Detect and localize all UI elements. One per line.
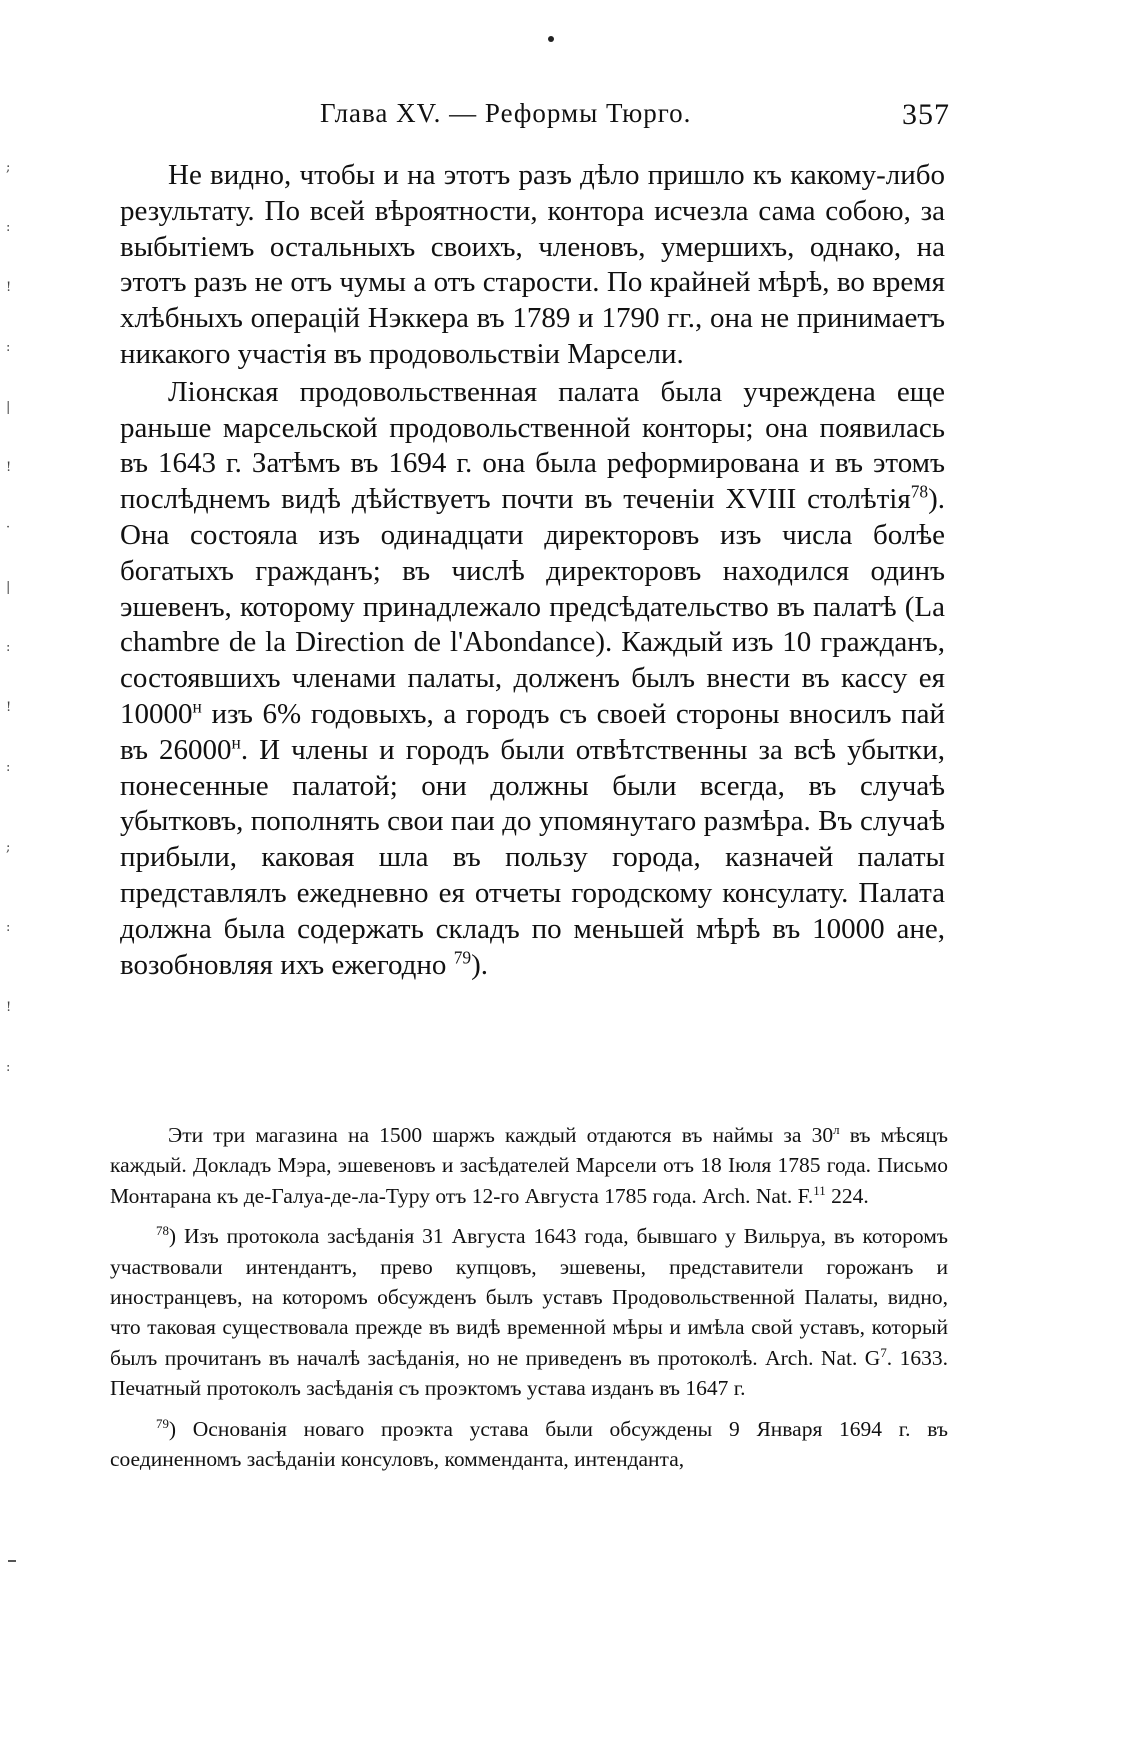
- paragraph-2-cont: ). Она состояла изъ одинадцати директоровъ изъ числа болѣе богатыхъ гражданъ; въ числѣ директоровъ находился одинъ эшевенъ, которому принадлежало предсѣдательство въ палатѣ (La chambre de la Direction de l'Abondance). Каждый изъ 10 гражданъ, состоявшихъ членами палаты, долженъ былъ внести въ кассу ея 10000: [120, 483, 945, 730]
- footnote-78-text: ) Изъ протокола засѣданія 31 Августа 1643 года, бывшаго у Вильруа, въ которомъ участвовали интендантъ, прево купцовъ, эшевены, представители горожанъ и иностранцевъ, на которомъ обсужденъ былъ уставъ Продовольственной Палаты, видно, что таковая существовала прежде въ видѣ временной мѣры и имѣла свой уставъ, который былъ прочитанъ въ началѣ засѣданія, но не приведенъ въ протоколѣ. Arch. Nat. G: [110, 1224, 948, 1370]
- paragraph-1: Не видно, чтобы и на этотъ разъ дѣло пришло къ какому-либо результату. По всей вѣроятности, контора исчезла сама собою, за выбытіемъ остальныхъ своихъ, членовъ, умершихъ, однако, на этотъ разъ не отъ чумы а отъ старости. По крайней мѣрѣ, во время хлѣбныхъ операцій Нэккера въ 1789 и 1790 гг., она не принимаетъ никакого участія въ продовольствіи Марсели.: [120, 159, 945, 370]
- footnote-unit: л: [833, 1122, 840, 1137]
- footnote-78-sup: 7: [880, 1345, 887, 1360]
- scan-speck: [548, 36, 554, 42]
- paragraph-2-start: Ліонская продовольственная палата была учреждена еще раньше марсельской продовольственной конторы; она появилась въ 1643 г. Затѣмъ въ 1694 г. она была реформирована и въ этомъ послѣднемъ видѣ дѣйствуетъ почти въ теченіи XVIII столѣтія: [120, 375, 945, 516]
- footnote-78-marker: 78: [156, 1224, 169, 1239]
- footnote-archive-sup: 11: [813, 1183, 826, 1198]
- paragraph-2-cont3: . И члены и городъ были отвѣтственны за всѣ убытки, понесенные палатой; они должны были всегда, въ случаѣ убытковъ, пополнять свои паи до упомянутаго размѣра. Въ случаѣ прибыли, каковая шла въ пользу города, казначей палаты представлялъ ежедневно ея отчеты городскому консулату. Палата должна была содержать складъ по меньшей мѣрѣ въ 10000 ане, возобновляя ихъ ежегодно: [120, 733, 946, 981]
- footnote-continuation-rest: въ мѣсяцъ каждый. Докладъ Мэра, эшевеновъ и засѣдателей Марсели отъ 18 Іюля 1785 года. Письмо Монтарана къ де-Галуа-де-ла-Туру отъ 12-го Августа 1785 года. Arch. Nat. F.: [110, 1123, 948, 1208]
- footnote-78: [110, 1221, 948, 1403]
- footnote-79: [110, 1414, 948, 1475]
- paragraph-2-end: ).: [471, 948, 488, 981]
- chapter-title: Глава XV. — Реформы Тюрго.: [320, 98, 692, 128]
- running-header: [160, 98, 950, 138]
- footnote-ref-78: 78: [910, 481, 929, 502]
- footnote-continuation: [110, 1120, 948, 1211]
- footnotes: [110, 1120, 948, 1474]
- footnote-78-end: . 1633. Печатный протоколъ засѣданія съ проэктомъ устава изданъ въ 1647 г.: [110, 1345, 949, 1401]
- paragraph-2: [120, 375, 945, 984]
- main-text: [120, 158, 945, 983]
- footnote-continuation-text: Эти три магазина на 1500 шаржъ каждый отдаются въ наймы за 30: [168, 1123, 834, 1147]
- paragraph-2-cont2: изъ 6% годовыхъ, а городъ съ своей стороны вносилъ пай въ 26000: [120, 697, 945, 766]
- footnote-ref-79: 79: [453, 946, 472, 967]
- footnote-79-marker: 79: [156, 1416, 169, 1431]
- margin-bleed-through: ; : ! : | ! · | : ! : ; : ! :: [6, 160, 12, 1075]
- unit-marker: н: [192, 696, 202, 717]
- footnote-continuation-end: 224.: [825, 1183, 869, 1208]
- edge-mark: [8, 1560, 16, 1562]
- unit-marker-2: н: [231, 732, 241, 753]
- page-number: 357: [902, 98, 950, 131]
- footnote-79-text: ) Основанія новаго проэкта устава были обсуждены 9 Января 1694 г. въ соединенномъ засѣданіи консуловъ, коммендантa, интенданта,: [110, 1416, 948, 1472]
